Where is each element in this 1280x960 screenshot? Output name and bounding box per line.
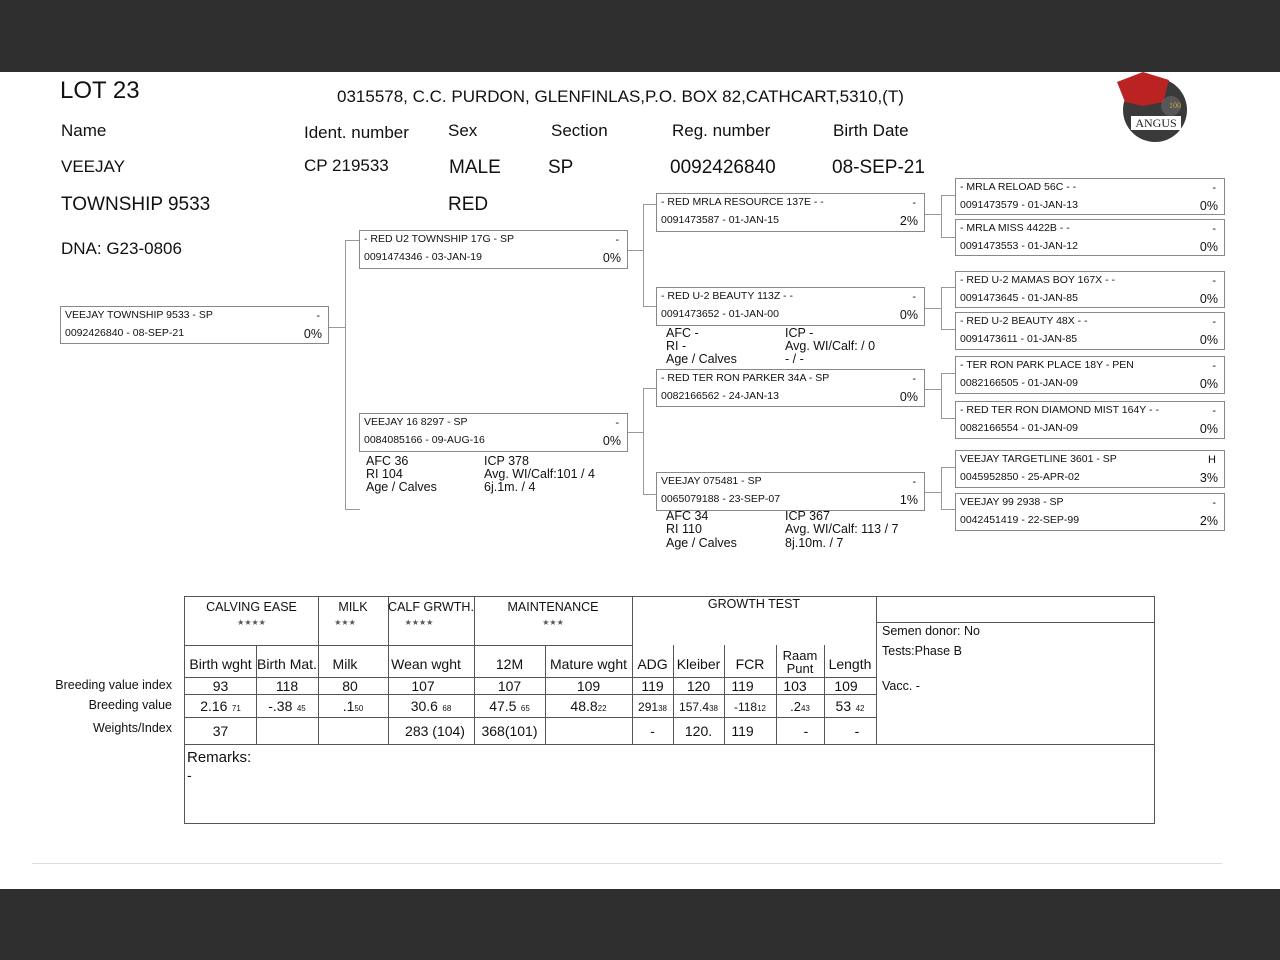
stats-ri: RI - — [666, 339, 687, 353]
section-label: Section — [551, 121, 608, 140]
pedigree-flag: H — [1208, 454, 1216, 466]
pedigree-name: - TER RON PARK PLACE 18Y - PEN — [960, 359, 1134, 371]
evaluation-table — [184, 596, 1155, 824]
pedigree-reg: 0082166505 - 01-JAN-09 — [960, 377, 1078, 389]
stats-afc: AFC - — [666, 326, 699, 340]
index-value: 118 — [275, 678, 299, 694]
stats-ri: RI 104 — [366, 467, 403, 481]
ident-label: Ident. number — [304, 123, 409, 142]
weight-value: 119 — [731, 723, 754, 739]
ident-value: CP 219533 — [304, 156, 389, 175]
pedigree-pct: 2% — [899, 214, 918, 228]
pedigree-name: - RED U2 TOWNSHIP 17G - SP — [364, 233, 514, 245]
bv-cell: -11812 — [733, 700, 767, 714]
pedigree-name: - RED U-2 MAMAS BOY 167X - - — [960, 274, 1116, 286]
bv-cell: 30.6 68 — [410, 698, 452, 714]
group-milk: MILK — [338, 600, 368, 614]
col-kleiber: Kleiber — [676, 656, 721, 672]
pedigree-name: - RED TER RON DIAMOND MIST 164Y - - — [960, 404, 1159, 416]
weight-value: - — [854, 723, 860, 739]
remarks-text: - — [187, 767, 192, 783]
bv-cell: 53 42 — [835, 698, 865, 714]
stats-avg: Avg. WI/Calf: 113 / 7 — [785, 522, 899, 536]
pedigree-pct: 0% — [1199, 199, 1218, 213]
stats-age-value: - / - — [785, 352, 804, 366]
pedigree-reg: 0065079188 - 23-SEP-07 — [661, 493, 781, 505]
pedigree-pct: 0% — [899, 308, 918, 322]
col-fcr: FCR — [735, 656, 765, 672]
pedigree-flag: - — [1212, 316, 1216, 328]
col-mature-wght: Mature wght — [549, 656, 628, 672]
stats-age-value: 6j.1m. / 4 — [484, 480, 536, 494]
col-length: Length — [828, 656, 872, 672]
stats-avg: Avg. WI/Calf:101 / 4 — [484, 467, 595, 481]
pedigree-reg: 0092426840 - 08-SEP-21 — [65, 327, 185, 339]
pedigree-reg: 0084085166 - 09-AUG-16 — [364, 434, 485, 446]
pedigree-pct: 3% — [1199, 471, 1218, 485]
animal-name-2: TOWNSHIP 9533 — [61, 194, 211, 215]
pedigree-reg: 0082166562 - 24-JAN-13 — [661, 390, 779, 402]
group-calf-growth: CALF GRWTH. — [388, 600, 474, 614]
bottom-bar — [0, 889, 1280, 960]
stats-icp: ICP - — [785, 326, 814, 340]
pedigree-flag: - — [1212, 497, 1216, 509]
pedigree-flag: - — [1212, 275, 1216, 287]
lot-number: LOT 23 — [60, 77, 140, 104]
pedigree-reg: 0091473579 - 01-JAN-13 — [960, 199, 1078, 211]
birth-label: Birth Date — [833, 121, 909, 140]
pedigree-name: VEEJAY 99 2938 - SP — [960, 496, 1064, 508]
pedigree-sire-dam — [656, 287, 925, 326]
bv-cell: 48.822 — [570, 698, 607, 714]
group-growth-test: GROWTH TEST — [707, 597, 801, 611]
pedigree-self — [60, 306, 329, 344]
pedigree-name: - MRLA RELOAD 56C - - — [960, 181, 1077, 193]
pedigree-dam-dam — [656, 472, 925, 511]
pedigree-reg: 0091473611 - 01-JAN-85 — [960, 333, 1078, 345]
col-raam-punt: Raam Punt — [782, 648, 818, 676]
pedigree-flag: - — [316, 310, 320, 322]
pedigree-pct: 2% — [1199, 514, 1218, 528]
bv-cell: 47.5 65 — [489, 698, 530, 714]
pedigree-dam — [359, 413, 628, 452]
group-calving-ease: CALVING EASE — [206, 600, 297, 614]
stats-afc: AFC 34 — [666, 509, 709, 523]
col-birth-mat: Birth Mat. — [257, 656, 317, 672]
group-maintenance: MAINTENANCE — [507, 600, 599, 614]
section-value: SP — [548, 157, 574, 178]
pedigree-flag: - — [912, 291, 916, 303]
stats-age-label: Age / Calves — [666, 352, 737, 366]
index-value: 80 — [342, 678, 358, 694]
pedigree-flag: - — [912, 197, 916, 209]
pedigree-reg: 0082166554 - 01-JAN-09 — [960, 422, 1078, 434]
color-value: RED — [448, 194, 489, 215]
index-value: 120 — [686, 678, 711, 694]
stars-milk: ★★★ — [334, 618, 356, 627]
index-value: 103 — [783, 678, 807, 694]
index-value: 93 — [212, 678, 229, 694]
pedigree-flag: - — [1212, 405, 1216, 417]
bv-cell: 157.438 — [679, 700, 718, 714]
index-value: 107 — [411, 678, 435, 694]
pedigree-great-5 — [955, 356, 1225, 394]
angus-logo — [1113, 72, 1195, 144]
top-bar — [0, 0, 1280, 72]
row-label-bv: Breeding value — [88, 698, 172, 712]
stats-afc: AFC 36 — [366, 454, 409, 468]
weight-value: 120. — [684, 723, 713, 739]
pedigree-great-7 — [955, 450, 1225, 488]
stars-maint: ★★★ — [542, 618, 564, 627]
pedigree-sire — [359, 230, 628, 269]
pedigree-flag: - — [912, 476, 916, 488]
index-value: 109 — [576, 678, 601, 694]
pedigree-pct: 0% — [1199, 240, 1218, 254]
owner-details: 0315578, C.C. PURDON, GLENFINLAS,P.O. BOX 82,CATHCART,5310,(T) — [337, 87, 904, 106]
row-label-weights: Weights/Index — [93, 721, 172, 735]
pedigree-reg: 0091473587 - 01-JAN-15 — [661, 214, 779, 226]
reg-label: Reg. number — [672, 121, 771, 140]
weight-value: - — [650, 723, 655, 739]
col-12m: 12M — [495, 656, 524, 672]
logo-text: ANGUS — [1135, 116, 1177, 130]
index-value: 107 — [497, 678, 522, 694]
pedigree-pct: 0% — [1199, 377, 1218, 391]
semen-donor: Semen donor: No — [882, 624, 980, 638]
pedigree-great-4 — [955, 312, 1225, 350]
pedigree-name: VEEJAY 16 8297 - SP — [364, 416, 468, 428]
dna-code: DNA: G23-0806 — [61, 239, 182, 258]
stats-icp: ICP 378 — [484, 454, 529, 468]
pedigree-pct: 0% — [303, 327, 322, 341]
bv-cell: 29138 — [638, 700, 667, 714]
pedigree-reg: 0091473645 - 01-JAN-85 — [960, 292, 1078, 304]
pedigree-name: - RED U-2 BEAUTY 48X - - — [960, 315, 1088, 327]
pedigree-reg: 0091474346 - 03-JAN-19 — [364, 251, 482, 263]
name-label: Name — [61, 121, 107, 140]
index-value: 119 — [731, 678, 754, 694]
pedigree-name: - RED U-2 BEAUTY 113Z - - — [661, 290, 794, 302]
stars-calf: ★★★★ — [404, 618, 434, 627]
animal-name-1: VEEJAY — [61, 157, 125, 176]
pedigree-name: - RED MRLA RESOURCE 137E - - — [661, 196, 824, 208]
pedigree-pct: 0% — [1199, 422, 1218, 436]
reg-value: 0092426840 — [670, 157, 776, 178]
pedigree-reg: 0091473652 - 01-JAN-00 — [661, 308, 779, 320]
pedigree-sheet — [0, 72, 1280, 889]
weight-value: 283 (104) — [405, 723, 465, 739]
pedigree-pct: 0% — [602, 434, 621, 448]
pedigree-name: - MRLA MISS 4422B - - — [960, 222, 1070, 234]
pedigree-reg: 0045952850 - 25-APR-02 — [960, 471, 1080, 483]
pedigree-reg: 0042451419 - 22-SEP-99 — [960, 514, 1080, 526]
pedigree-great-8 — [955, 493, 1225, 531]
pedigree-flag: - — [615, 417, 619, 429]
index-value: 109 — [834, 678, 858, 694]
stats-age-label: Age / Calves — [666, 536, 737, 550]
pedigree-flag: - — [615, 234, 619, 246]
stats-age-value: 8j.10m. / 7 — [785, 536, 844, 550]
vacc-info: Vacc. - — [882, 679, 920, 693]
bv-cell: 2.16 71 — [200, 698, 241, 714]
col-birth-wght: Birth wght — [189, 656, 252, 672]
bv-cell: .243 — [790, 699, 810, 714]
tests-info: Tests:Phase B — [882, 644, 962, 658]
sex-label: Sex — [448, 121, 478, 140]
pedigree-name: VEEJAY TOWNSHIP 9533 - SP — [65, 309, 213, 321]
col-milk: Milk — [332, 656, 358, 672]
pedigree-sire-sire — [656, 193, 925, 232]
index-value: 119 — [641, 678, 664, 694]
stats-icp: ICP 367 — [785, 509, 830, 523]
pedigree-flag: - — [1212, 360, 1216, 372]
pedigree-pct: 0% — [602, 251, 621, 265]
weight-value: 37 — [212, 723, 229, 739]
pedigree-pct: 0% — [1199, 333, 1218, 347]
pedigree-pct: 0% — [1199, 292, 1218, 306]
pedigree-great-2 — [955, 219, 1225, 256]
row-label-index: Breeding value index — [55, 678, 172, 692]
weight-value: - — [803, 723, 809, 739]
pedigree-flag: - — [1212, 223, 1216, 235]
remarks-label: Remarks: — [187, 749, 252, 766]
pedigree-dam-sire — [656, 369, 925, 407]
stats-avg: Avg. WI/Calf: / 0 — [785, 339, 876, 353]
stars-calving: ★★★★ — [237, 618, 266, 627]
pedigree-flag: - — [1212, 182, 1216, 194]
pedigree-great-6 — [955, 401, 1225, 439]
col-wean-wght: Wean wght — [391, 656, 461, 672]
page-divider — [32, 863, 1222, 864]
pedigree-pct: 0% — [899, 390, 918, 404]
svg-text:100: 100 — [1169, 101, 1181, 110]
pedigree-great-1 — [955, 178, 1225, 215]
col-adg: ADG — [637, 656, 668, 672]
stats-ri: RI 110 — [666, 522, 702, 536]
sex-value: MALE — [449, 157, 501, 178]
pedigree-great-3 — [955, 271, 1225, 308]
pedigree-name: - RED TER RON PARKER 34A - SP — [661, 372, 830, 384]
pedigree-name: VEEJAY TARGETLINE 3601 - SP — [960, 453, 1117, 465]
bv-cell: -.38 45 — [268, 698, 306, 714]
stats-age-label: Age / Calves — [366, 480, 437, 494]
birth-value: 08-SEP-21 — [832, 157, 925, 178]
bv-cell: .150 — [342, 698, 364, 714]
pedigree-reg: 0091473553 - 01-JAN-12 — [960, 240, 1078, 252]
weight-value: 368(101) — [481, 723, 538, 739]
pedigree-pct: 1% — [899, 493, 918, 507]
pedigree-name: VEEJAY 075481 - SP — [661, 475, 762, 487]
pedigree-flag: - — [912, 373, 916, 385]
